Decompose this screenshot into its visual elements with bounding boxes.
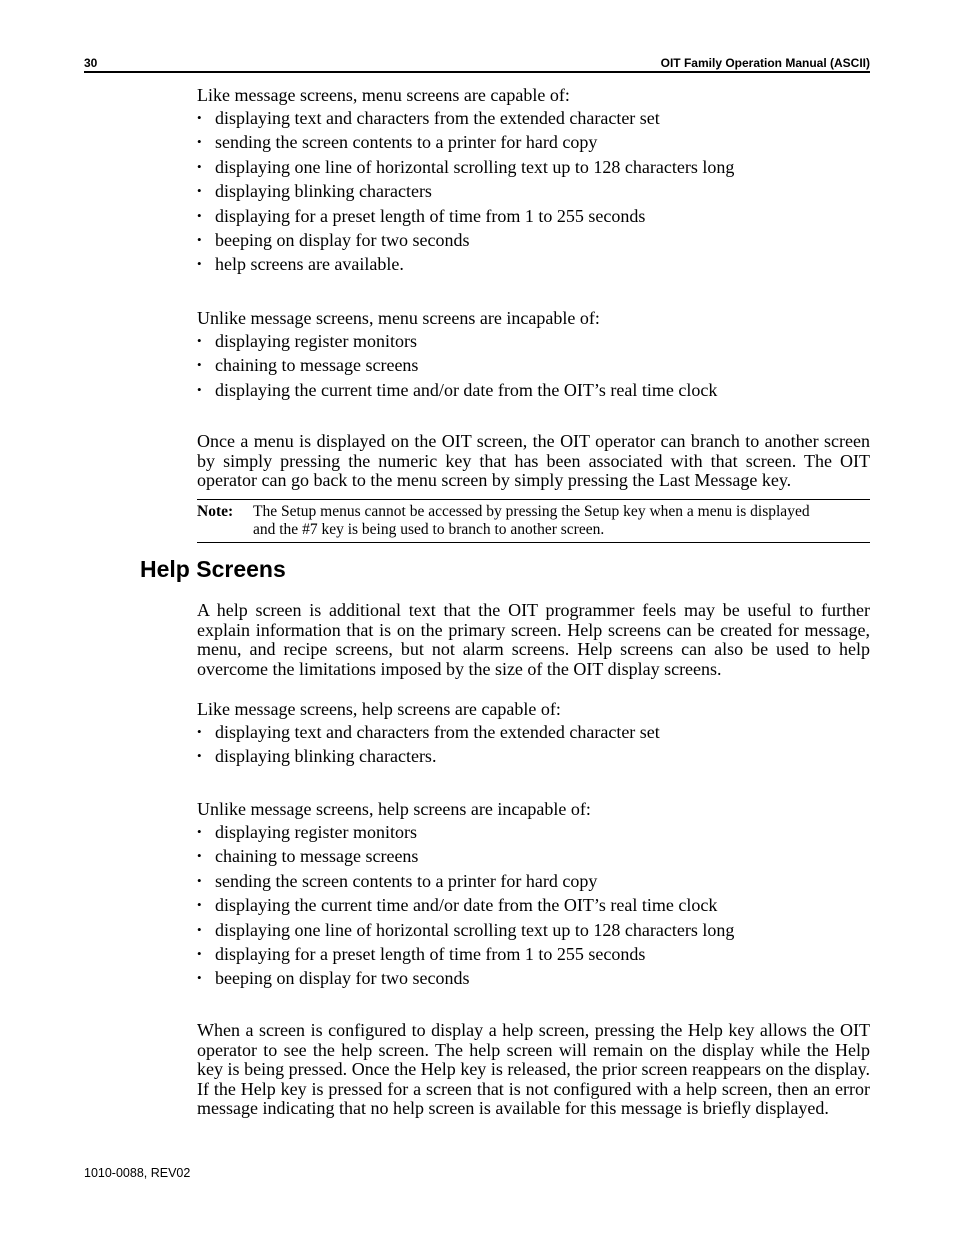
bullet-icon: • — [197, 256, 202, 272]
list-item: • chaining to message screens — [197, 353, 870, 377]
list-item: • displaying one line of horizontal scrolling text up to 128 characters long — [197, 918, 870, 942]
list-item: • chaining to message screens — [197, 844, 870, 868]
page-number: 30 — [84, 56, 98, 70]
bullet-icon: • — [197, 381, 202, 397]
menu-incapable-list — [197, 329, 870, 402]
help-screens-heading: Help Screens — [140, 556, 286, 582]
menu-capable-intro: Like message screens, menu screens are capable of: — [197, 85, 570, 105]
list-item: • beeping on display for two seconds — [197, 966, 870, 990]
list-item: • displaying blinking characters. — [197, 744, 870, 768]
help-capable-list — [197, 720, 870, 769]
list-item: • displaying for a preset length of time from 1 to 255 seconds — [197, 942, 870, 966]
list-item: • help screens are available. — [197, 252, 870, 276]
list-item: • beeping on display for two seconds — [197, 228, 870, 252]
list-item: • sending the screen contents to a printer for hard copy — [197, 869, 870, 893]
help-incapable-list — [197, 820, 870, 991]
help-incapable-section — [197, 798, 870, 991]
bullet-icon: • — [197, 231, 202, 247]
bullet-icon: • — [197, 897, 202, 913]
help-final-paragraph: When a screen is configured to display a help screen, pressing the Help key allows the OIT operator to see the help screen. The help screen will remain on the display while the Help key is being pressed. Once the Help key is released, the prior screen reappears on the display. If the Help key is pressed for a screen that is not configured with a help screen, then an error message indicating that no help screen is available for this message is briefly displayed. — [197, 1020, 870, 1119]
bullet-icon: • — [197, 207, 202, 223]
page-header — [84, 55, 870, 73]
menu-capable-section — [197, 84, 870, 277]
bullet-icon: • — [197, 357, 202, 373]
document-revision: 1010-0088, REV02 — [84, 1166, 191, 1180]
list-item: • displaying one line of horizontal scrolling text up to 128 characters long — [197, 155, 870, 179]
bullet-icon: • — [197, 970, 202, 986]
help-capable-intro: Like message screens, help screens are capable of: — [197, 699, 561, 719]
note-label: Note: — [197, 503, 234, 520]
menu-capable-list — [197, 106, 870, 277]
help-final-paragraph-block — [197, 1021, 870, 1119]
bullet-icon: • — [197, 748, 202, 764]
list-item: • displaying blinking characters — [197, 179, 870, 203]
list-item: • displaying for a preset length of time from 1 to 255 seconds — [197, 204, 870, 228]
bullet-icon: • — [197, 824, 202, 839]
bullet-icon: • — [197, 921, 202, 937]
bullet-icon: • — [197, 848, 202, 864]
list-item: • displaying the current time and/or date from the OIT’s real time clock — [197, 893, 870, 917]
menu-paragraph: Once a menu is displayed on the OIT screen, the OIT operator can branch to another screen by simply pressing the numeric key that has been associated with that screen. The OIT operator can go back to the menu screen by simply pressing the Last Message key. — [197, 431, 870, 491]
bullet-icon: • — [197, 724, 202, 739]
note-box — [197, 499, 870, 543]
bullet-icon: • — [197, 134, 202, 150]
bullet-icon: • — [197, 183, 202, 199]
note-text: The Setup menus cannot be accessed by pressing the Setup key when a menu is displayed and the #7 key is being used to branch to another screen. — [253, 503, 810, 538]
menu-paragraph-block — [197, 432, 870, 491]
manual-title: OIT Family Operation Manual (ASCII) — [660, 56, 870, 70]
list-item: • displaying register monitors — [197, 820, 870, 844]
list-item: • displaying the current time and/or date from the OIT’s real time clock — [197, 378, 870, 402]
list-item: • displaying text and characters from the extended character set — [197, 720, 870, 744]
bullet-icon: • — [197, 872, 202, 888]
list-item: • sending the screen contents to a printer for hard copy — [197, 130, 870, 154]
bullet-icon: • — [197, 110, 202, 125]
bullet-icon: • — [197, 945, 202, 961]
help-paragraph: A help screen is additional text that the OIT programmer feels may be useful to further explain information that is on the primary screen. Help screens can be created for message, menu, and recipe screens, but not alarm screens. Help screens can also be used to help overcome the limitations imposed by the size of the OIT display screens. — [197, 600, 870, 679]
list-item: • displaying text and characters from the extended character set — [197, 106, 870, 130]
bullet-icon: • — [197, 158, 202, 174]
bullet-icon: • — [197, 333, 202, 348]
list-item: • displaying register monitors — [197, 329, 870, 353]
help-capable-section — [197, 698, 870, 769]
help-incapable-intro: Unlike message screens, help screens are incapable of: — [197, 799, 591, 819]
help-paragraph-block — [197, 601, 870, 679]
menu-incapable-section — [197, 307, 870, 402]
menu-incapable-intro: Unlike message screens, menu screens are incapable of: — [197, 308, 600, 328]
